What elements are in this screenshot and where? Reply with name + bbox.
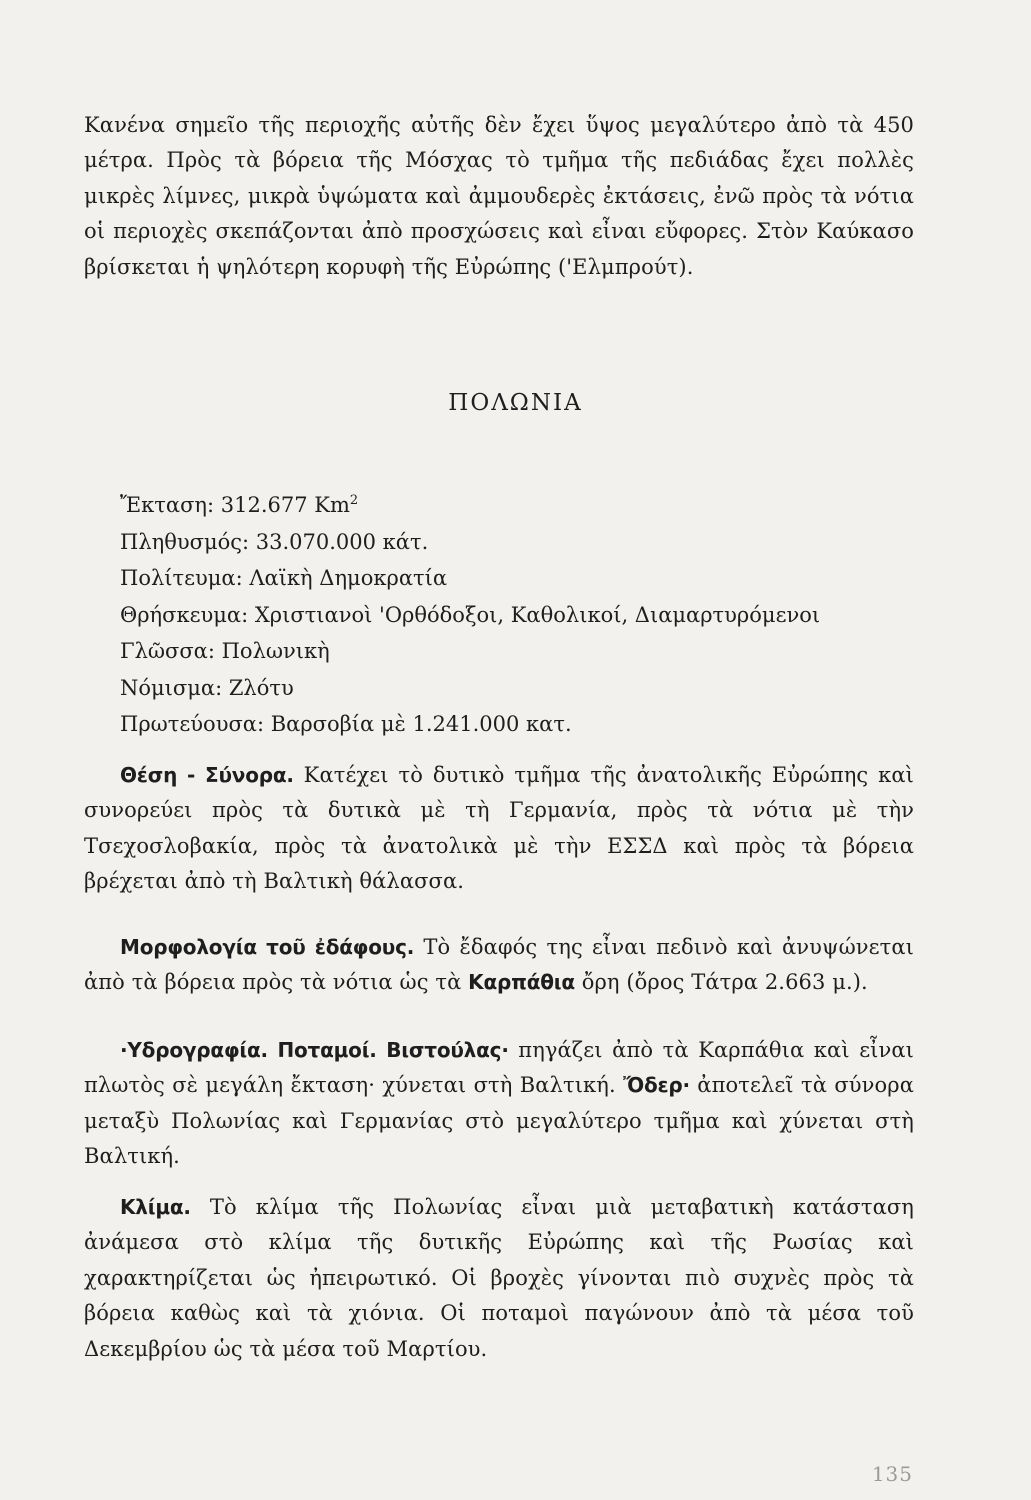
- climate-text: Τὸ κλίμα τῆς Πολωνίας εἶναι μιὰ μεταβατικὴ κατάσταση ἀνάμεσα στὸ κλίμα τῆς δυτικῆς Εὐρώπης καὶ τῆς Ρωσίας καὶ χαρακτηρίζεται ὡς ἠπειρωτικό. Οἱ βροχὲς γίνονται πιὸ συχνὲς πρὸς τὰ βόρεια καθὼς καὶ τὰ χιόνια. Οἱ ποταμοὶ παγώνουν ἀπὸ τὰ μέσα τοῦ Δεκεμβρίου ὡς τὰ μέσα τοῦ Μαρτίου.: [84, 1195, 914, 1361]
- hydrography-text-1: πηγάζει ἀπὸ τὰ Καρπάθια καὶ εἶναι πλωτὸς σὲ μεγάλη ἔκταση· χύνεται στὴ Βαλτική.: [84, 1038, 914, 1098]
- morphology-text-1: Τὸ ἔδαφός της εἶναι πεδινὸ καὶ ἀνυψώνεται ἀπὸ τὰ βόρεια πρὸς τὰ νότια ὡς τὰ: [84, 935, 914, 995]
- country-heading: ΠΟΛΩΝΙΑ: [448, 390, 583, 416]
- hydrography-paragraph: [84, 1033, 914, 1175]
- morphology-heading: Μορφολογία τοῦ ἐδάφους.: [120, 935, 415, 959]
- fact-area-label: Ἔκταση:: [120, 493, 215, 517]
- fact-government: Πολίτευμα: Λαϊκὴ Δημοκρατία: [120, 566, 448, 590]
- hydrography-bold-word: Ὄδερ·: [623, 1073, 690, 1098]
- intro-paragraph: Κανένα σημεῖο τῆς περιοχῆς αὐτῆς δὲν ἔχει ὕψος μεγαλύτερο ἀπὸ τὰ 450 μέτρα. Πρὸς τὰ βόρεια τῆς Μόσχας τὸ τμῆμα τῆς πεδιάδας ἔχει πολλὲς μικρὲς λίμνες, μικρὰ ὑψώματα καὶ ἀμμουδερὲς ἐκτάσεις, ἐνῶ πρὸς τὰ νότια οἱ περιοχὲς σκεπάζονται ἀπὸ προσχώσεις καὶ εἶναι εὔφορες. Στὸν Καύκασο βρίσκεται ἡ ψηλότερη κορυφὴ τῆς Εὐρώπης ('Ελμπρούτ).: [84, 113, 914, 279]
- position-borders-paragraph: [84, 758, 914, 900]
- fact-capital: Πρωτεύουσα: Βαρσοβία μὲ 1.241.000 κατ.: [120, 712, 572, 736]
- page-number: 135: [871, 1462, 913, 1486]
- hydrography-text-2: ἀποτελεῖ τὰ σύνορα μεταξὺ Πολωνίας καὶ Γερμανίας στὸ μεγαλύτερο τμῆμα καὶ χύνεται στὴ Βαλτική.: [84, 1073, 915, 1169]
- fact-language: Γλῶσσα: Πολωνικὴ: [120, 639, 330, 663]
- fact-religion: Θρήσκευμα: Χριστιανοὶ 'Ορθόδοξοι, Καθολικοί, Διαμαρτυρόμενοι: [120, 602, 821, 627]
- hydrography-heading: ·Υδρογραφία. Ποταμοί. Βιστούλας·: [120, 1038, 509, 1062]
- fact-area-superscript: 2: [349, 493, 359, 508]
- position-borders-heading: Θέση - Σύνορα.: [120, 763, 294, 787]
- climate-heading: Κλίμα.: [120, 1195, 191, 1219]
- country-facts: [120, 487, 920, 743]
- morphology-text-2: ὄρη (ὄρος Τάτρα 2.663 μ.).: [574, 970, 868, 995]
- fact-area-value: 312.677 Km: [220, 493, 350, 517]
- fact-currency: Νόμισμα: Ζλότυ: [120, 675, 294, 700]
- fact-population: Πληθυσμός: 33.070.000 κάτ.: [120, 529, 429, 554]
- position-borders-text: Κατέχει τὸ δυτικὸ τμῆμα τῆς ἀνατολικῆς Εὐρώπης καὶ συνορεύει πρὸς τὰ δυτικὰ μὲ τὴ Γερμανία, πρὸς τὰ νότια μὲ τὴν Τσεχοσλοβακία, πρὸς τὰ ἀνατολικὰ μὲ τὴν ΕΣΣΔ καὶ πρὸς τὰ βόρεια βρέχεται ἀπὸ τὴ Βαλτικὴ θάλασσα.: [84, 763, 914, 894]
- climate-paragraph: [84, 1190, 914, 1367]
- fact-area: [120, 487, 920, 524]
- morphology-bold-word: Καρπάθια: [468, 970, 575, 995]
- morphology-paragraph: [84, 930, 914, 1001]
